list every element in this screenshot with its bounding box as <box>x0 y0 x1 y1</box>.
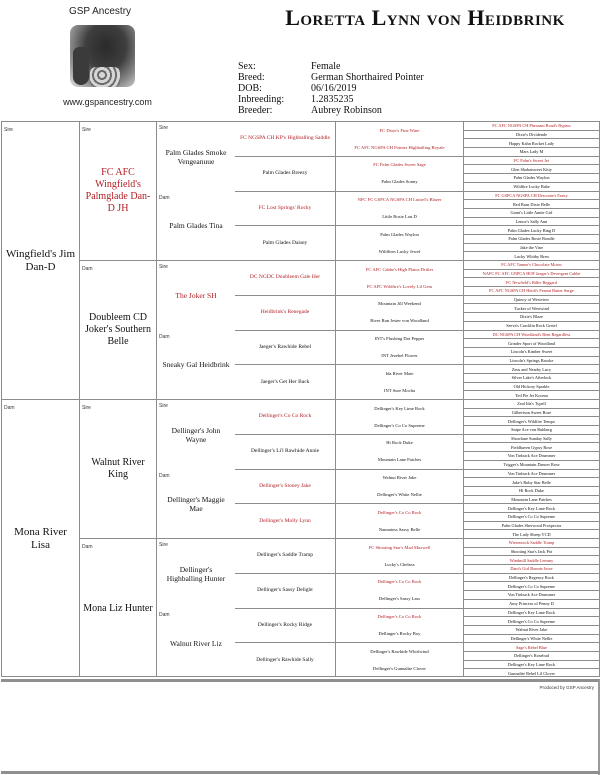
dog-name[interactable]: INT Sure Mocha <box>383 387 416 393</box>
pedigree-cell[interactable] <box>464 244 599 253</box>
dog-name[interactable]: FC AFC Wildfire's Lovely Lil Gem <box>366 283 433 289</box>
dam-label: Dam <box>159 472 170 479</box>
dog-name[interactable]: FC Shooting Star's Mad Maxwell <box>368 544 431 550</box>
dog-name[interactable]: DC NGSPA CH Woodland's Bent Regardless <box>492 331 571 337</box>
dog-name[interactable]: Dellinger's Highballing Hunter <box>166 564 226 583</box>
pedigree-cell[interactable] <box>336 226 463 243</box>
pedigree-cell[interactable] <box>336 487 463 504</box>
pedigree-cell[interactable] <box>464 235 599 244</box>
dog-name[interactable]: FC Palm Glades Sweet Sage <box>373 162 426 168</box>
pedigree-cell[interactable] <box>336 331 463 348</box>
dog-name[interactable]: Dixie's Blaze <box>520 314 543 320</box>
dog-name[interactable]: FC AFC Tanner's Chocolate Moses <box>501 262 562 268</box>
pedigree-cell[interactable] <box>464 600 599 609</box>
pedigree-cell[interactable] <box>336 122 463 139</box>
pedigree-cell[interactable] <box>464 609 599 618</box>
pedigree-cell[interactable] <box>464 556 599 565</box>
dog-name[interactable]: Dellinger's Rawhide Whirlwind <box>370 648 429 654</box>
pedigree-cell[interactable] <box>464 209 599 218</box>
pedigree-cell[interactable] <box>336 417 463 434</box>
dog-name-title: Loretta Lynn von Heidbrink <box>285 5 565 30</box>
dog-name[interactable]: Dellinger's Rawhide Sally <box>256 657 314 664</box>
generation-6-column <box>464 122 599 676</box>
pedigree-cell[interactable] <box>464 252 599 261</box>
pedigree-cell[interactable] <box>464 504 599 513</box>
dog-name[interactable]: FC AFC Cabbe's High Plains Drifter <box>365 266 434 272</box>
pedigree-cell[interactable] <box>464 183 599 192</box>
dog-name[interactable]: Palm Glades Sherwood Prospector <box>501 522 562 528</box>
dog-name[interactable]: Zeus and Nearby Lucy <box>511 366 552 372</box>
dog-name[interactable]: Dellinger's Molly Lynn <box>259 517 311 524</box>
pedigree-cell[interactable] <box>464 357 599 366</box>
dog-name[interactable]: Dellinger's Co Co Supreme <box>507 514 556 520</box>
dog-name[interactable]: Lincoln's Springs Brooke <box>509 357 554 363</box>
dog-name[interactable]: Dellinger's Sassy Lass <box>378 596 421 602</box>
pedigree-cell[interactable] <box>235 226 335 261</box>
dog-name[interactable]: River Run Jester von Woodland <box>370 318 429 324</box>
pedigree-cell[interactable] <box>464 652 599 661</box>
dog-name[interactable]: FC Palm's Sweet Jet <box>513 158 550 164</box>
footer-divider <box>1 679 600 682</box>
pedigree-cell[interactable] <box>235 470 335 505</box>
info-row-sex <box>238 61 424 72</box>
pedigree-cell[interactable] <box>336 400 463 417</box>
dog-name[interactable]: Silver Lake's Afterlock <box>511 375 552 381</box>
pedigree-cell[interactable] <box>464 496 599 505</box>
pedigree-cell[interactable] <box>336 192 463 209</box>
pedigree-cell[interactable] <box>157 261 235 331</box>
pedigree-cell[interactable] <box>336 313 463 330</box>
dog-name[interactable]: Mona River Lisa <box>14 526 67 551</box>
pedigree-cell[interactable] <box>336 591 463 608</box>
pedigree-cell[interactable] <box>464 365 599 374</box>
pedigree-cell[interactable] <box>336 452 463 469</box>
sire-label: Sire <box>82 405 91 411</box>
dog-name[interactable]: Dellinger's Key Lime Rock <box>507 661 556 667</box>
dog-name[interactable]: Dellinger's Regency Rock <box>509 575 554 581</box>
dog-name[interactable]: Jake the Vine <box>519 244 544 250</box>
dog-name[interactable]: Windmill Saddle Lemmy <box>509 557 554 563</box>
pedigree-cell[interactable] <box>336 348 463 365</box>
dog-name[interactable]: Ted Pie Jet Kooma <box>515 392 548 398</box>
pedigree-cell[interactable] <box>336 296 463 313</box>
info-row-breeder <box>238 105 424 116</box>
pedigree-cell[interactable] <box>336 174 463 191</box>
info-row-dob <box>238 83 424 94</box>
pedigree-cell[interactable] <box>235 296 335 331</box>
pedigree-cell[interactable] <box>336 574 463 591</box>
dog-name[interactable]: Mountain Lane Patches <box>511 496 552 502</box>
pedigree-cell[interactable] <box>464 122 599 131</box>
dam-label: Dam <box>159 333 170 340</box>
pedigree-cell[interactable] <box>235 365 335 400</box>
dog-name[interactable]: Dellinger's White Nellie <box>510 635 553 641</box>
dog-name[interactable]: Dellinger's Gunnalite Clover <box>373 666 426 672</box>
dog-name[interactable]: Dellinger's Maggie Mae <box>167 494 225 513</box>
pedigree-cell[interactable] <box>157 539 235 609</box>
dog-name[interactable]: Dellinger's Li'l Rawhide Annie <box>250 448 320 455</box>
info-label: Inbreeding: <box>238 94 285 105</box>
pedigree-cell[interactable] <box>235 400 335 435</box>
dog-name[interactable]: Dellinger's Co Co Supreme <box>507 583 556 589</box>
dog-name[interactable]: Dellinger's Co Co Supreme <box>507 618 556 624</box>
dog-photo-icon <box>70 25 135 87</box>
info-value: 06/16/2019 <box>311 83 357 94</box>
dog-name[interactable]: NFC FC GSPCA NGSPA CH Luttrel's Blazer <box>357 197 442 203</box>
pedigree-cell[interactable] <box>235 643 335 678</box>
pedigree-cell[interactable] <box>235 539 335 574</box>
dog-name[interactable]: FC GSPCA NGSPA CH Desconte's Fancy <box>495 192 568 198</box>
pedigree-cell[interactable] <box>464 565 599 574</box>
pedigree-cell[interactable] <box>336 643 463 660</box>
page-bottom-divider <box>1 771 600 774</box>
pedigree-cell[interactable] <box>464 226 599 235</box>
pedigree-cell[interactable] <box>464 400 599 409</box>
dog-name[interactable]: Palm Glades Tina <box>169 221 223 231</box>
dog-name[interactable]: Jaeger's Rawhide Rebel <box>258 343 312 350</box>
dog-name[interactable]: Shooting Star's Jack Pot <box>510 549 553 555</box>
dog-name[interactable]: Dellinger's Key Lime Rock <box>507 505 556 511</box>
pedigree-cell[interactable] <box>464 165 599 174</box>
pedigree-cell[interactable] <box>157 331 235 401</box>
dog-name[interactable]: Seeva's Cracklin Rock Gretel <box>506 323 557 329</box>
info-row-inbreeding <box>238 94 424 105</box>
pedigree-cell[interactable] <box>464 409 599 418</box>
dog-name[interactable]: Red Barn Dixie Belle <box>512 201 551 207</box>
dog-name[interactable]: Amy Princess of Penny D <box>509 601 554 607</box>
dog-info-table <box>238 61 424 116</box>
dog-name[interactable]: Dellinger's John Wayne <box>171 425 221 444</box>
pedigree-cell[interactable] <box>336 244 463 261</box>
dog-name[interactable]: Grinder Sport of Woodland <box>508 340 555 346</box>
info-value: Female <box>311 61 341 72</box>
pedigree-cell[interactable] <box>336 139 463 156</box>
dog-name[interactable]: Sage's Rebel Blue <box>515 644 548 650</box>
pedigree-cell[interactable] <box>80 261 156 400</box>
info-label: Sex: <box>238 61 256 72</box>
generation-1-column <box>2 122 80 676</box>
dog-name[interactable]: Walnut River Jake <box>382 475 417 481</box>
dog-name[interactable]: Dellinger's Co Co Rock <box>377 509 422 515</box>
dog-name[interactable]: FC AFC NGSPA CH Heidi's Peanut Butter Surge <box>489 288 574 294</box>
dog-name[interactable]: Dellinger's White Nellie <box>377 492 422 498</box>
pedigree-cell[interactable] <box>464 322 599 331</box>
sire-label: Sire <box>159 125 168 131</box>
dog-name[interactable]: Dixie's Dividende <box>516 132 547 138</box>
pedigree-cell[interactable] <box>464 383 599 392</box>
dog-name[interactable]: FC Newfield's Billie Reggard <box>505 279 558 285</box>
brand-name: GSP Ancestry <box>68 6 132 17</box>
dog-name[interactable]: Sneaky Gal Heidbrink <box>162 360 230 370</box>
pedigree-cell[interactable] <box>157 400 235 470</box>
dog-name[interactable]: Von Tinbuck Ace Drummer <box>507 453 556 459</box>
pedigree-cell[interactable] <box>464 339 599 348</box>
dog-name[interactable]: Walnut River King <box>91 457 145 480</box>
pedigree-cell[interactable] <box>2 122 79 400</box>
pedigree-cell[interactable] <box>464 539 599 548</box>
info-value: 1.2835235 <box>311 94 354 105</box>
pedigree-cell[interactable] <box>235 609 335 644</box>
dog-name[interactable]: Dellinger's Co Co Rock <box>377 614 422 620</box>
dog-name[interactable]: Jaeger's Get Her Back <box>260 378 310 385</box>
pedigree-cell[interactable] <box>464 643 599 652</box>
pedigree-cell[interactable] <box>464 461 599 470</box>
pedigree-cell[interactable] <box>464 131 599 140</box>
dog-name[interactable]: Dellinger's Rocky Ridge <box>257 621 313 628</box>
pedigree-cell[interactable] <box>336 470 463 487</box>
pedigree-cell[interactable] <box>464 139 599 148</box>
dog-name[interactable]: The Joker SH <box>175 291 217 301</box>
pedigree-cell[interactable] <box>464 304 599 313</box>
pedigree-cell[interactable] <box>336 522 463 539</box>
dog-name[interactable]: Palm Glades Smoke Vengeanuue <box>165 147 227 166</box>
pedigree-cell[interactable] <box>336 157 463 174</box>
pedigree-cell[interactable] <box>464 331 599 340</box>
dog-name[interactable]: Jake's Ruby Star Belle <box>512 479 551 485</box>
pedigree-cell[interactable] <box>157 470 235 540</box>
pedigree-cell[interactable] <box>464 374 599 383</box>
pedigree-cell[interactable] <box>464 278 599 287</box>
dog-name[interactable]: Walnut River Liz <box>170 638 222 648</box>
dog-name[interactable]: Lenox's Sally Ann <box>515 218 548 224</box>
pedigree-cell[interactable] <box>336 278 463 295</box>
pedigree-cell[interactable] <box>464 443 599 452</box>
dog-name[interactable]: Dellinger's Key Lime Rock <box>374 405 425 411</box>
pedigree-cell[interactable] <box>464 661 599 670</box>
pedigree-cell[interactable] <box>464 348 599 357</box>
sire-label: Sire <box>159 264 168 270</box>
dog-name[interactable]: Dani's Girl Bonnie Jesse <box>510 566 553 572</box>
generation-5-column <box>336 122 464 676</box>
sire-label: Sire <box>159 403 168 409</box>
pedigree-cell[interactable] <box>464 626 599 635</box>
pedigree-cell[interactable] <box>235 157 335 192</box>
sire-label: Sire <box>82 127 91 133</box>
info-label: Breed: <box>238 72 265 83</box>
dog-name[interactable]: FC Lost Springs' Rocky <box>258 204 312 211</box>
dog-name[interactable]: Palm Glades Rosie Rondle <box>508 236 555 242</box>
info-value: Aubrey Robinson <box>311 105 382 116</box>
dog-name[interactable]: Mountain Lane Patches <box>377 457 422 463</box>
dog-name[interactable]: Doubleem CD Joker's Southern Belle <box>85 312 151 347</box>
pedigree-cell[interactable] <box>235 192 335 227</box>
pedigree-cell[interactable] <box>464 313 599 322</box>
pedigree-cell[interactable] <box>464 391 599 400</box>
pedigree-cell[interactable] <box>336 261 463 278</box>
info-value: German Shorthaired Pointer <box>311 72 424 83</box>
pedigree-cell[interactable] <box>235 574 335 609</box>
pedigree-cell[interactable] <box>464 417 599 426</box>
dog-name[interactable]: Little Rosie Lou D <box>382 214 417 220</box>
dog-name[interactable]: Zeal Ida's Typell <box>517 401 546 407</box>
pedigree-cell[interactable] <box>336 435 463 452</box>
pedigree-cell[interactable] <box>464 174 599 183</box>
dog-name[interactable]: FC NGSPA CH KP's Highballing Saddle <box>240 135 330 142</box>
produced-by-label: Produced by GSP Ancestry <box>539 685 594 690</box>
pedigree-cell[interactable] <box>464 548 599 557</box>
dog-name[interactable]: FC AFC NGSPA CH Pheasant Road's Bypass <box>492 123 571 129</box>
pedigree-cell[interactable] <box>464 635 599 644</box>
pedigree-cell[interactable] <box>464 574 599 583</box>
dog-name[interactable]: Dellinger's Sassy Delight <box>257 587 313 594</box>
dog-name[interactable]: Dellinger's Stoney Jake <box>259 482 311 489</box>
pedigree-cell[interactable] <box>336 365 463 382</box>
dog-name[interactable]: DC NGDC Doubleem Gale Her <box>249 274 321 281</box>
info-row-breed <box>238 72 424 83</box>
dog-name[interactable]: Wildfires Lucky Jewel <box>378 248 421 254</box>
pedigree-cell[interactable] <box>336 383 463 400</box>
dog-name[interactable]: Dellinger's Co Co Rock <box>258 413 312 420</box>
generation-3-column <box>157 122 235 676</box>
pedigree-cell[interactable] <box>464 452 599 461</box>
info-label: DOB: <box>238 83 262 94</box>
dog-name[interactable]: Von Tinbuck Ace Drummer <box>507 470 556 476</box>
dog-name[interactable]: Gilbertson Sweet Rose <box>511 410 552 416</box>
info-label: Breeder: <box>238 105 273 116</box>
dog-name[interactable]: Hi Rock Duke <box>386 440 413 446</box>
pedigree-cell[interactable] <box>336 626 463 643</box>
pedigree-cell[interactable] <box>336 609 463 626</box>
dog-name[interactable]: Happy Kahn Rocket Lady <box>509 140 554 146</box>
pedigree-cell[interactable] <box>464 192 599 201</box>
dog-name[interactable]: Tucker of Westwind <box>514 305 549 311</box>
pedigree-cell[interactable] <box>464 487 599 496</box>
dog-name[interactable]: Lincoln's Kimber Sweet <box>510 349 553 355</box>
generation-4-column <box>235 122 336 676</box>
dog-name[interactable]: Showlane Sunday Sally <box>511 436 552 442</box>
pedigree-cell[interactable] <box>464 200 599 209</box>
pedigree-cell[interactable] <box>235 435 335 470</box>
dog-name[interactable]: The Lady Sheep VCD <box>512 531 551 537</box>
pedigree-cell[interactable] <box>235 122 335 157</box>
pedigree-cell[interactable] <box>464 591 599 600</box>
dog-name[interactable]: FC AFC NGSPA CH Pointer Highballing Royale <box>354 144 445 150</box>
pedigree-cell[interactable] <box>464 435 599 444</box>
dog-name[interactable]: Palm Glades Waylon <box>513 175 550 181</box>
pedigree-chart <box>1 121 600 677</box>
pedigree-cell[interactable] <box>464 261 599 270</box>
dam-label: Dam <box>159 194 170 201</box>
dog-name[interactable]: Palm Glades Breezy <box>262 170 308 177</box>
pedigree-cell[interactable] <box>464 513 599 522</box>
dog-name[interactable]: NAFC FC AFC GNPCA HOF Jaeger's Devergent Cabbe <box>482 271 581 277</box>
dog-name[interactable]: FC AFC Wingfield's Palmglade Dan-D JH <box>85 167 151 214</box>
dog-name[interactable]: INT Jezebel Flower <box>381 353 418 359</box>
dog-name[interactable]: Lucky's Chelsea <box>384 561 415 567</box>
pedigree-cell[interactable] <box>235 331 335 366</box>
pedigree-cell[interactable] <box>464 296 599 305</box>
dog-name[interactable]: Hi Rock Duke <box>519 488 544 494</box>
generation-2-column <box>80 122 157 676</box>
pedigree-cell[interactable] <box>157 122 235 192</box>
sire-label: Sire <box>4 127 13 133</box>
dog-name[interactable]: Ida River Mate <box>385 370 414 376</box>
pedigree-cell[interactable] <box>464 218 599 227</box>
dog-name[interactable]: Dellinger's Key Lime Rock <box>507 609 556 615</box>
dog-name[interactable]: Nannatess Sassy Belle <box>378 526 421 532</box>
pedigree-cell[interactable] <box>464 270 599 279</box>
dog-name[interactable]: Mountain Jill Weekend <box>378 301 421 307</box>
sire-label: Sire <box>159 542 168 548</box>
dog-name[interactable]: Fieldhaven Gypsy Rose <box>510 444 553 450</box>
pedigree-cell[interactable] <box>80 400 156 539</box>
pedigree-cell[interactable] <box>336 209 463 226</box>
pedigree-cell[interactable] <box>336 661 463 678</box>
pedigree-cell[interactable] <box>464 148 599 157</box>
pedigree-cell[interactable] <box>464 157 599 166</box>
dog-name[interactable]: Gunnalite Rebel Lil Clover <box>508 671 555 677</box>
dog-name[interactable]: Walnut River Jake <box>515 627 548 633</box>
pedigree-cell[interactable] <box>2 400 79 678</box>
logo-ear-shape <box>73 47 89 85</box>
dog-name[interactable]: Glen Shabatsweet Kitty <box>511 166 552 172</box>
dog-name[interactable]: Von Tinbuck Ace Drummer <box>507 592 556 598</box>
dog-name[interactable]: Snipe Ace von Ruhberg <box>511 427 552 433</box>
dog-name[interactable]: Dellinger's Co Co Rock <box>377 579 422 585</box>
pedigree-cell[interactable] <box>80 539 156 678</box>
pedigree-cell[interactable] <box>464 530 599 539</box>
pedigree-cell[interactable] <box>336 556 463 573</box>
dam-label: Dam <box>82 544 93 550</box>
dog-name[interactable]: Grant's Little Annie Girl <box>510 210 553 216</box>
dog-name[interactable]: Dellinger's Saddle Tramp <box>257 552 313 559</box>
pedigree-cell[interactable] <box>235 504 335 539</box>
pedigree-cell[interactable] <box>336 539 463 556</box>
pedigree-cell[interactable] <box>464 426 599 435</box>
website-link[interactable]: www.gspancestry.com <box>63 97 152 107</box>
pedigree-cell[interactable] <box>235 261 335 296</box>
pedigree-cell[interactable] <box>464 669 599 678</box>
dam-label: Dam <box>4 405 15 411</box>
dog-name[interactable]: Dellinger's Rocky Boy <box>378 631 421 637</box>
dog-name[interactable]: Trigger's Mountain Dancer Rose <box>503 462 560 468</box>
pedigree-cell[interactable] <box>464 582 599 591</box>
dog-name[interactable]: Heidbrink's Renegade <box>260 309 310 316</box>
pedigree-cell[interactable] <box>464 470 599 479</box>
pedigree-cell[interactable] <box>80 122 156 261</box>
dog-name[interactable]: Dellinger's Co Co Supreme <box>374 422 425 428</box>
dog-name[interactable]: Lucky Whitby Bren <box>514 253 549 259</box>
dog-name[interactable]: Wildfire Lucky Babe <box>513 184 550 190</box>
pedigree-cell[interactable] <box>157 609 235 679</box>
pedigree-cell[interactable] <box>464 478 599 487</box>
pedigree-header <box>0 0 600 120</box>
dog-name[interactable]: FC Dixie's Fine Wine <box>379 127 420 133</box>
dog-name[interactable]: Quincy of Westview <box>513 297 550 303</box>
dog-name[interactable]: Mona Liz Hunter <box>83 602 153 614</box>
dog-name[interactable]: Palm Glades Daisey <box>262 239 308 246</box>
pedigree-cell[interactable] <box>464 287 599 296</box>
dog-name[interactable]: Palm Glades Waylon <box>380 231 419 237</box>
dog-name[interactable]: Wiesenrock Saddle Tramp <box>508 540 555 546</box>
dog-name[interactable]: Wingfield's Jim Dan-D <box>5 247 76 273</box>
dog-name[interactable]: Palm Glades Lucky Bing D <box>507 227 556 233</box>
dog-name[interactable]: Old Hickory Sparkle <box>513 383 550 389</box>
dam-label: Dam <box>159 611 170 618</box>
dog-name[interactable]: INT's Flushing Dot Pepper <box>374 336 425 342</box>
dog-name[interactable]: Dellinger's Rosebud <box>514 653 549 659</box>
dog-name[interactable]: Palm Glades Sonny <box>381 179 418 185</box>
pedigree-cell[interactable] <box>336 504 463 521</box>
dog-name[interactable]: Dellinger's Wildfire Tempo <box>508 418 555 424</box>
dam-label: Dam <box>82 266 93 272</box>
pedigree-cell[interactable] <box>157 192 235 262</box>
dog-name[interactable]: Mars Lady M <box>519 149 544 155</box>
pedigree-cell[interactable] <box>464 522 599 531</box>
pedigree-cell[interactable] <box>464 617 599 626</box>
logo-chest-shape <box>90 67 120 87</box>
